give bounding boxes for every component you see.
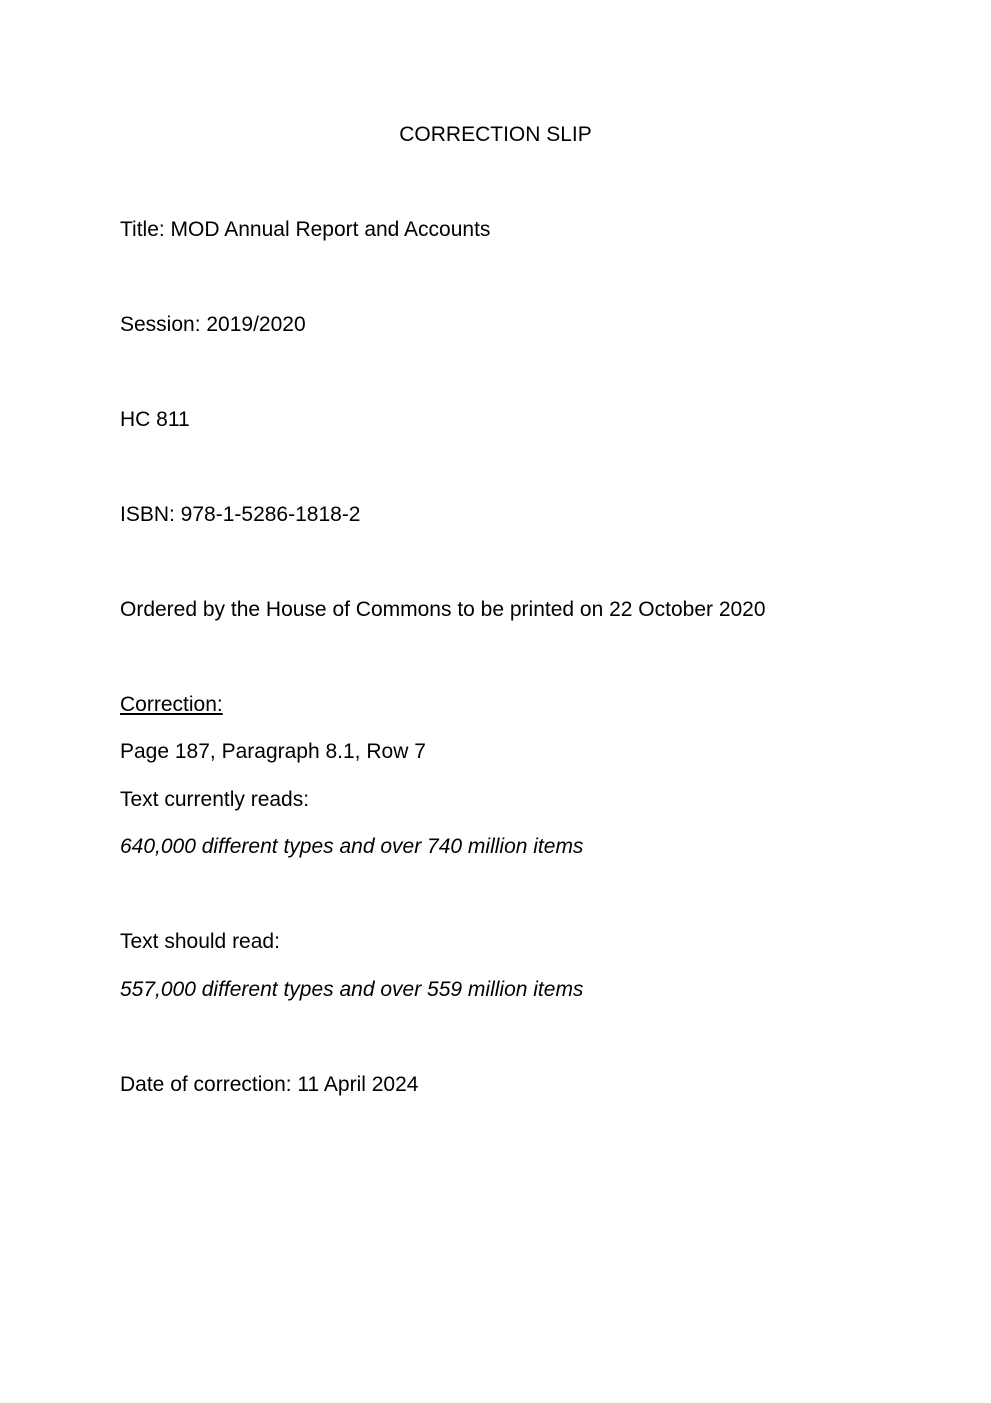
isbn-line: ISBN: 978-1-5286-1818-2 xyxy=(120,503,361,526)
current-text-label: Text currently reads: xyxy=(120,788,310,811)
session-line: Session: 2019/2020 xyxy=(120,313,306,336)
date-of-correction: Date of correction: 11 April 2024 xyxy=(120,1073,419,1096)
page-heading: CORRECTION SLIP xyxy=(399,123,592,146)
hc-number-line: HC 811 xyxy=(120,408,190,431)
title-line: Title: MOD Annual Report and Accounts xyxy=(120,218,491,241)
correction-label: Correction: xyxy=(120,693,223,716)
correction-location: Page 187, Paragraph 8.1, Row 7 xyxy=(120,740,426,763)
ordered-line: Ordered by the House of Commons to be printed on 22 October 2020 xyxy=(120,598,766,621)
corrected-text: 557,000 different types and over 559 million items xyxy=(120,978,584,1001)
corrected-text-label: Text should read: xyxy=(120,930,280,953)
current-text: 640,000 different types and over 740 million items xyxy=(120,835,584,858)
